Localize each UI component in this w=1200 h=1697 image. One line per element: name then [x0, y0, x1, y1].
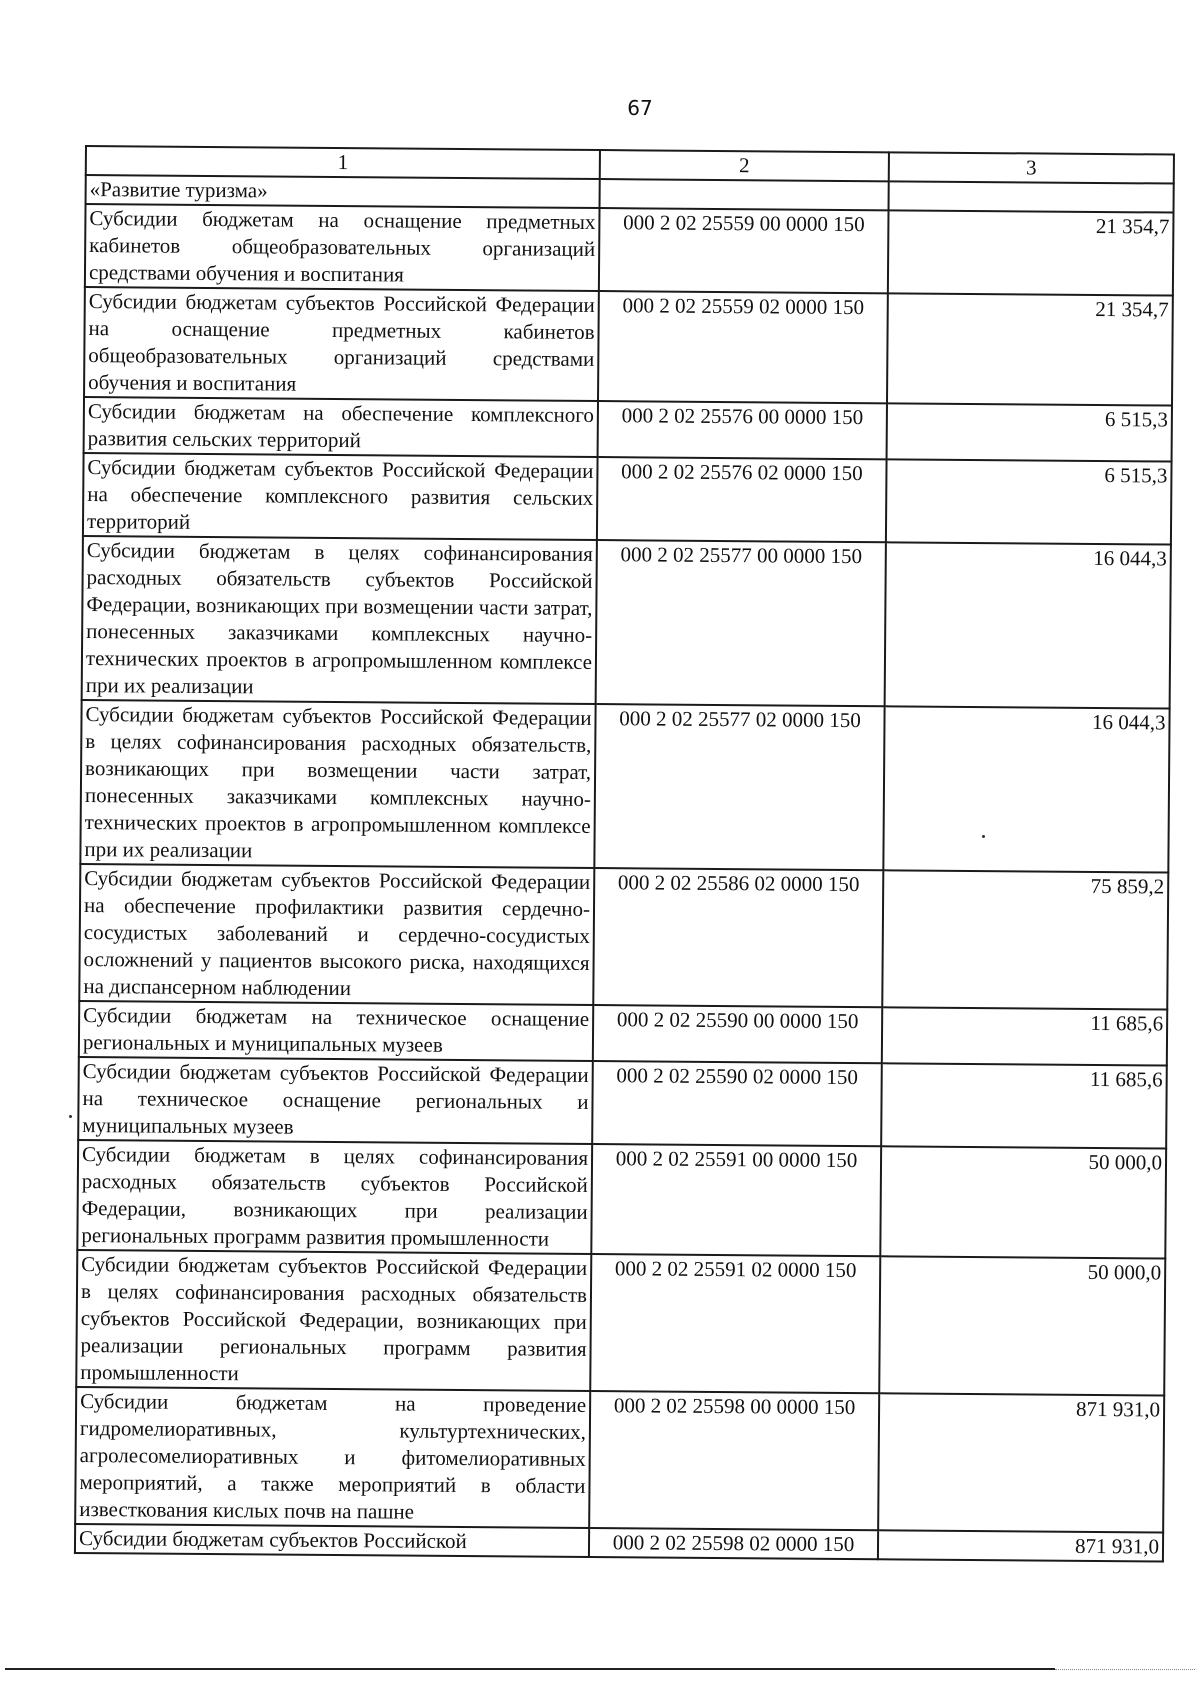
row-amount-cell: 21 354,7	[888, 210, 1174, 295]
row-code-cell: 000 2 02 25590 02 0000 150	[592, 1061, 882, 1146]
table-row	[84, 397, 1172, 462]
row-name-cell: Субсидии бюджетам субъектов Российской Федерации на обеспечение профилактики развития сердечно-сосудистых заболеваний и сердечно-сосудистых осложнений у пациентов высокого риска, находящихся на диспансерном наблюдении	[79, 864, 594, 1005]
row-amount-cell: 11 685,6	[882, 1007, 1167, 1065]
row-amount-cell: 16 044,3	[885, 542, 1171, 708]
row-name-cell: Субсидии бюджетам субъектов Российской Федерации на оснащение предметных кабинетов общеобразовательных организаций средствами обучения и воспитания	[84, 287, 599, 401]
row-name-cell: Субсидии бюджетам субъектов Российской Федерации в целях софинансирования расходных обязательств субъектов Российской Федерации, возникающих при реализации региональных программ развития промышленности	[76, 1250, 591, 1391]
table-row	[83, 453, 1172, 545]
row-code-cell: 000 2 02 25590 00 0000 150	[593, 1005, 882, 1063]
row-amount-cell: 21 354,7	[887, 293, 1173, 405]
row-amount-cell: 16 044,3	[883, 706, 1169, 872]
row-amount-cell: 50 000,0	[880, 1146, 1166, 1258]
row-name-cell: Субсидии бюджетам на оснащение предметных кабинетов общеобразовательных организаций средствами обучения и воспитания	[85, 204, 600, 291]
footer-rule-dotted	[1055, 1669, 1195, 1670]
column-header: 2	[600, 150, 889, 181]
row-code-cell: 000 2 02 25577 00 0000 150	[596, 540, 886, 706]
row-code-cell: 000 2 02 25577 02 0000 150	[594, 704, 884, 870]
table-row	[75, 1387, 1164, 1533]
table-row	[76, 1250, 1165, 1396]
table-row	[77, 1140, 1166, 1259]
table-row	[82, 536, 1171, 709]
row-amount-cell: 75 859,2	[882, 870, 1168, 1009]
row-code-cell: 000 2 02 25591 02 0000 150	[590, 1254, 880, 1393]
row-code-cell: 000 2 02 25559 00 0000 150	[599, 208, 889, 293]
table-row	[79, 1001, 1167, 1066]
row-name-cell: Субсидии бюджетам субъектов Российской	[75, 1524, 589, 1557]
row-name-cell: Субсидии бюджетам субъектов Российской Федерации на техническое оснащение региональных и муниципальных музеев	[78, 1057, 593, 1144]
budget-revenue-table	[74, 145, 1175, 1563]
row-amount-cell: 50 000,0	[879, 1256, 1165, 1395]
row-amount-cell: 6 515,3	[887, 403, 1172, 461]
row-amount-cell: 871 931,0	[878, 1530, 1163, 1561]
row-amount-cell	[889, 181, 1174, 212]
table-row	[84, 287, 1173, 406]
scan-speck	[69, 1115, 72, 1118]
row-code-cell: 000 2 02 25598 02 0000 150	[589, 1528, 878, 1559]
row-name-cell: Субсидии бюджетам на техническое оснащение региональных и муниципальных музеев	[79, 1001, 593, 1061]
row-name-cell: Субсидии бюджетам в целях софинансирования расходных обязательств субъектов Российской Федерации, возникающих при возмещении части затрат, понесенных заказчиками комплексных научно-технических проектов в агропромышленном комплексе при их реализации	[82, 536, 597, 704]
row-code-cell: 000 2 02 25559 02 0000 150	[598, 291, 888, 403]
column-header: 1	[86, 146, 600, 179]
row-code-cell	[600, 179, 889, 210]
row-code-cell: 000 2 02 25598 00 0000 150	[589, 1391, 879, 1530]
footer-rule	[5, 1668, 1055, 1670]
row-code-cell: 000 2 02 25591 00 0000 150	[591, 1144, 881, 1256]
table-row	[80, 700, 1169, 873]
scan-speck	[982, 835, 985, 838]
row-name-cell: Субсидии бюджетам в целях софинансирования расходных обязательств субъектов Российской Федерации, возникающих при реализации региональных программ развития промышленности	[77, 1140, 592, 1254]
row-name-cell: Субсидии бюджетам субъектов Российской Федерации на обеспечение комплексного развития сельских территорий	[83, 453, 598, 540]
table-row	[78, 1057, 1167, 1149]
page-number: 67	[627, 96, 653, 120]
column-header: 3	[889, 152, 1174, 183]
row-name-cell: Субсидии бюджетам на проведение гидромелиоративных, культуртехнических, агролесомелиоративных и фитомелиоративных мероприятий, а также мероприятий в области известкования кислых почв на пашне	[75, 1387, 590, 1528]
row-code-cell: 000 2 02 25576 00 0000 150	[598, 401, 887, 459]
table-row	[79, 864, 1168, 1010]
row-code-cell: 000 2 02 25576 02 0000 150	[597, 457, 887, 542]
row-code-cell: 000 2 02 25586 02 0000 150	[593, 868, 883, 1007]
row-amount-cell: 6 515,3	[886, 459, 1172, 544]
table-row	[85, 204, 1174, 296]
row-name-cell: Субсидии бюджетам на обеспечение комплексного развития сельских территорий	[84, 397, 598, 457]
row-amount-cell: 871 931,0	[878, 1393, 1164, 1532]
row-name-cell: Субсидии бюджетам субъектов Российской Федерации в целях софинансирования расходных обязательств, возникающих при возмещении части затрат, понесенных заказчиками комплексных научно-технических проектов в агропромышленном комплексе при их реализации	[80, 700, 595, 868]
row-name-cell: «Развитие туризма»	[86, 175, 600, 208]
row-amount-cell: 11 685,6	[881, 1063, 1167, 1148]
